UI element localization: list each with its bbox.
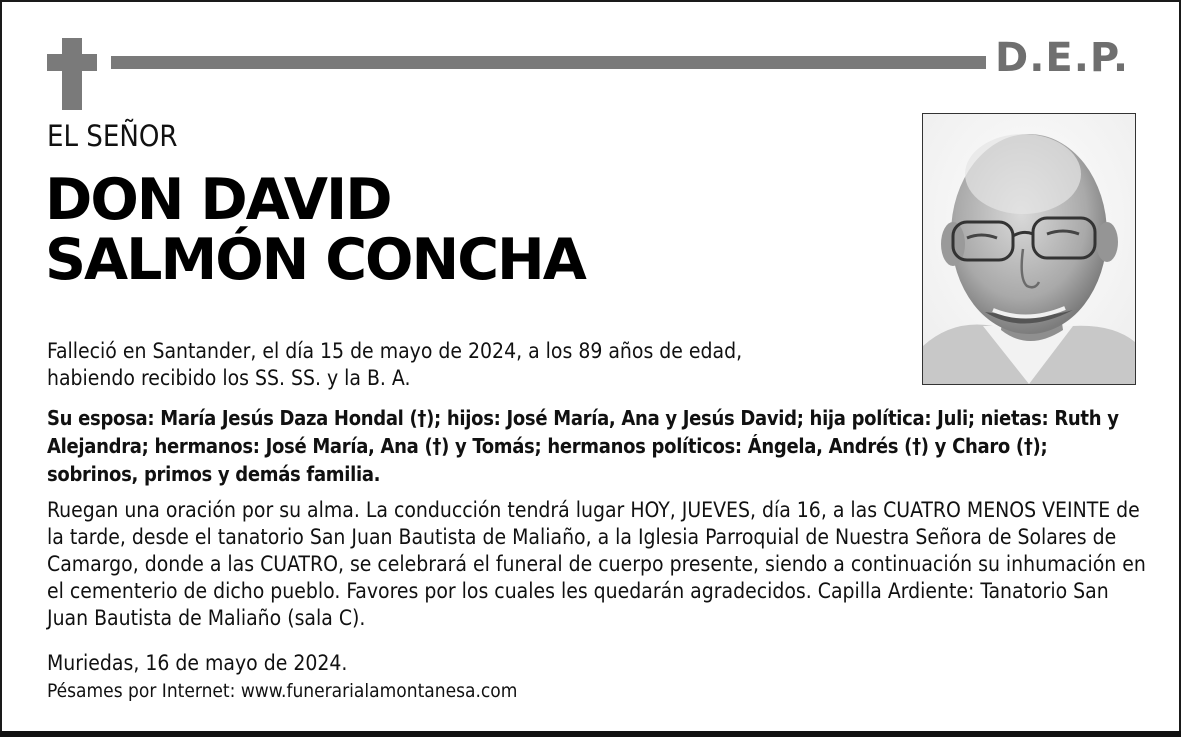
deceased-name-line1: DON DAVID: [45, 167, 391, 233]
header-rule: [111, 56, 986, 69]
deceased-name: [45, 167, 585, 293]
ceremony-details: Ruegan una oración por su alma. La conducción tendrá lugar HOY, JUEVES, día 16, a las CUATRO MENOS VEINTE de la tarde, desde el tanatorio San Juan Bautista de Maliaño, a la Iglesia Parroquial de Nuestra Señora de Solares de Camargo, donde a las CUATRO, se celebrará el funeral de cuerpo presente, siendo a continuación su inhumación en el cementerio de dicho pueblo. Favores por los cuales les quedarán agradecidos. Capilla Ardiente: Tanatorio San Juan Bautista de Maliaño (sala C).: [47, 498, 1146, 630]
family-list: Su esposa: María Jesús Daza Hondal (†); hijos: José María, Ana y Jesús David; hija política: Juli; nietas: Ruth y Alejandra; hermanos: José María, Ana (†) y Tomás; hermanos políticos: Ángela, Andrés (†) y Charo (†); sobrinos, primos y demás familia.: [47, 406, 1119, 486]
place-date: Muriedas, 16 de mayo de 2024.: [47, 651, 348, 675]
cross-icon-vertical: [62, 38, 82, 110]
honorific: EL SEÑOR: [47, 119, 178, 153]
dep-label: D.E.P.: [995, 35, 1130, 81]
portrait-photo: [922, 113, 1136, 385]
sacraments-line: habiendo recibido los SS. SS. y la B. A.: [47, 366, 411, 390]
death-announcement: [47, 338, 907, 392]
portrait-illustration: [923, 114, 1135, 384]
bottom-border: [0, 731, 1181, 737]
condolences-link: Pésames por Internet: www.funerarialamontanesa.com: [47, 680, 518, 702]
death-line: Falleció en Santander, el día 15 de mayo de 2024, a los 89 años de edad,: [47, 339, 743, 363]
deceased-name-line2: SALMÓN CONCHA: [45, 227, 585, 293]
cross-icon-horizontal: [47, 54, 97, 71]
